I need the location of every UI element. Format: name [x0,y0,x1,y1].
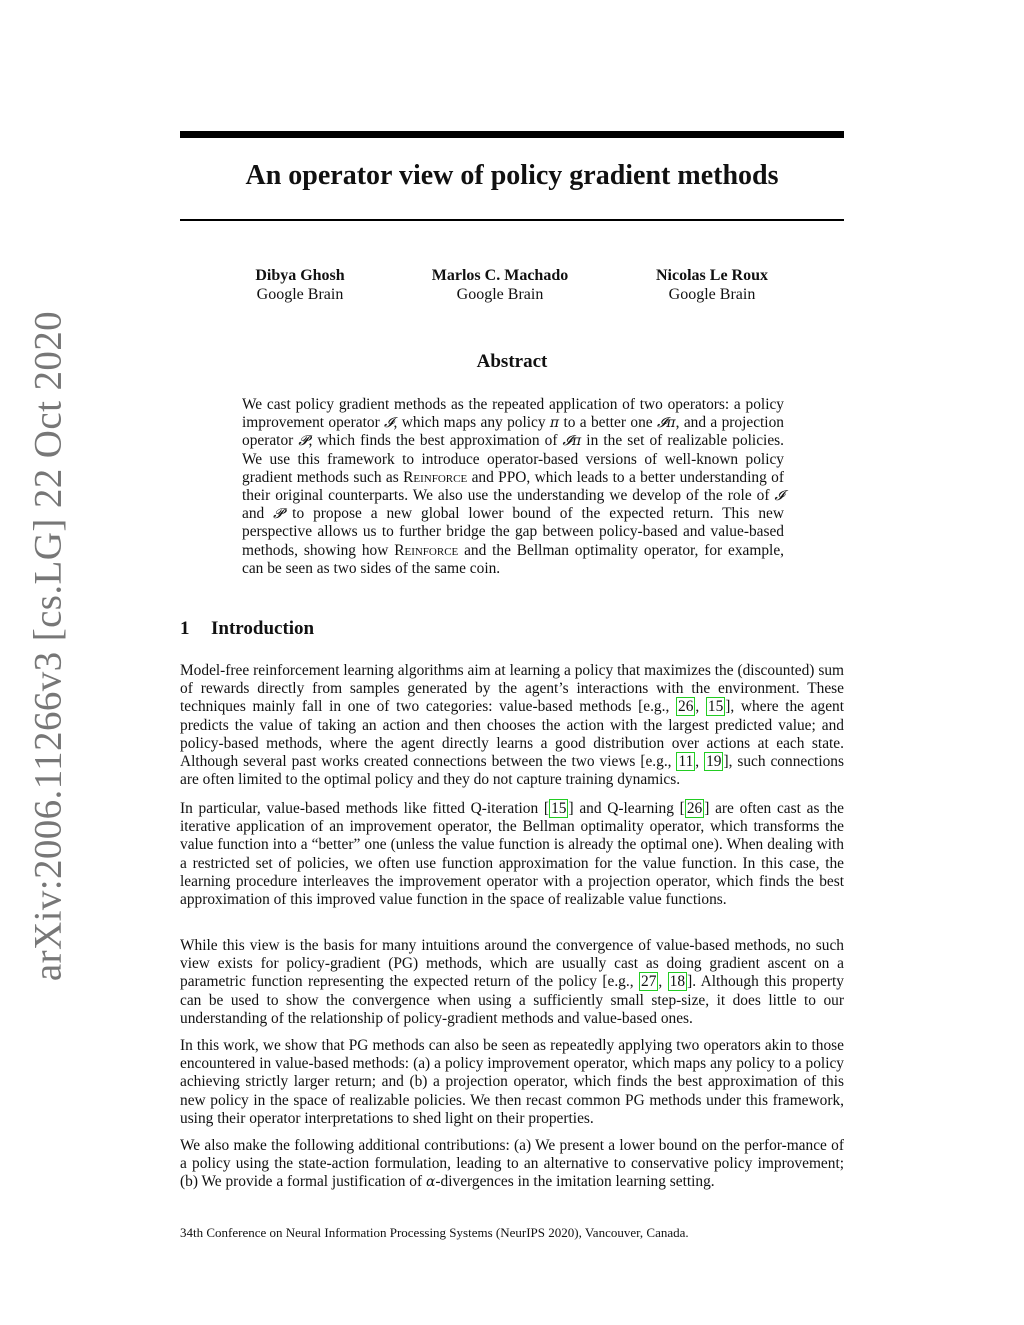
section-title: Introduction [211,618,315,639]
section-heading-introduction [180,618,314,640]
abstract-heading: Abstract [476,351,548,372]
author-name: Marlos C. Machado [431,267,569,284]
citation-link[interactable]: 26 [686,800,703,817]
citation-link[interactable]: 11 [678,753,694,771]
citation-link[interactable]: 27 [641,973,657,991]
author-affiliation: Google Brain [256,286,344,303]
arxiv-identifier-stamp: arXiv:2006.11266v3 [cs.LG] 22 Oct 2020 [26,310,70,982]
intro-paragraph-3: While this view is the basis for many intuitions around the convergence of value-based methods, no such view exists for policy-gradient (PG) methods, which are usually cast as doing gradient ascent on a parametric function representing the expected return of the policy [e.g., 27 , 18 ]. Although this property can be used to show the convergence when using a sufficiently small step-size, it does little to our understanding of the relationship of policy-gradient methods and value-based ones. [180,937,844,1027]
author-name: Nicolas Le Roux [656,267,768,284]
citation-link[interactable]: 18 [669,973,686,991]
intro-paragraph-4: In this work, we show that PG methods can also be seen as repeatedly applying two operators akin to those encountered in value-based methods: (a) a policy improvement operator, which maps any policy to a policy achieving strictly larger return; and (b) a projection operator, which finds the best approximation of this new policy in the space of realizable policies. We then recast common PG methods under this framework, using their operator interpretations to shed light on their properties. [180,1037,844,1127]
author-affiliation: Google Brain [456,286,544,303]
intro-paragraph-5: We also make the following additional contributions: (a) We present a lower bound on the perfor-mance of a policy using the state-action formulation, leading to an alternative to conservative policy improvement; (b) We provide a formal justification of α-divergences in the imitation learning setting. [180,1137,844,1191]
abstract-text: We cast policy gradient methods as the repeated application of two operators: a policy improvement operator 𝓘, which maps any policy π to a better one 𝓘π, and a projection operator 𝓟, which finds the best approximation of 𝓘π in the set of realizable policies. We use this framework to introduce operator-based versions of well-known policy gradient methods such as Reinforce and PPO, which leads to a better understanding of their original counterparts. We also use the understanding we develop of the role of 𝓘 and 𝓟 to propose a new global lower bound of the expected return. This new perspective allows us to further bridge the gap between policy-based and value-based methods, showing how Reinforce and the Bellman optimality operator, for example, can be seen as two sides of the same coin. [242,396,785,577]
citation-link[interactable]: 15 [551,800,567,817]
intro-paragraph-2: In particular, value-based methods like fitted Q-iteration [ 15 ] and Q-learning [ 26 ] are often cast as the iterative application of an improvement operator, the Bellman optimality operator, which transforms the value function into a “better” one (unless the value function is already the optimal one). When dealing with a restricted set of policies, we often use function approximation for the value function. In this case, the learning procedure interleaves the improvement operator with a projection operator, which finds the best approximation of this improved value function in the space of realizable value functions. [180,800,844,909]
author-name: Dibya Ghosh [255,267,345,284]
section-number: 1 [180,618,190,639]
title-rule-top [180,131,844,138]
author-affiliation: Google Brain [668,286,756,303]
author-block [592,266,832,304]
title-rule-bottom [180,219,844,221]
intro-paragraph-1: Model-free reinforcement learning algorithms aim at learning a policy that maximizes the (discounted) sum of rewards directly from samples generated by the agent’s interactions with the environment. These techniques mainly fall in one of two categories: value-based methods [e.g., 26 , 15 ], where the agent predicts the value of taking an action and then chooses the action with the largest predicted value; and policy-based methods, where the agent directly learns a good distribution over actions at each state. Although several past works created connections between the two views [e.g., 11 , 19 ], such connections are often limited to the optimal policy and they do not capture training dynamics. [180,662,844,789]
paper-title: An operator view of policy gradient methods [245,160,779,191]
citation-link[interactable]: 15 [707,698,724,716]
citation-link[interactable]: 19 [706,753,722,771]
citation-link[interactable]: 26 [678,698,694,716]
conference-footnote: 34th Conference on Neural Information Processing Systems (NeurIPS 2020), Vancouver, Canada. [180,1225,689,1240]
author-block [380,266,620,304]
